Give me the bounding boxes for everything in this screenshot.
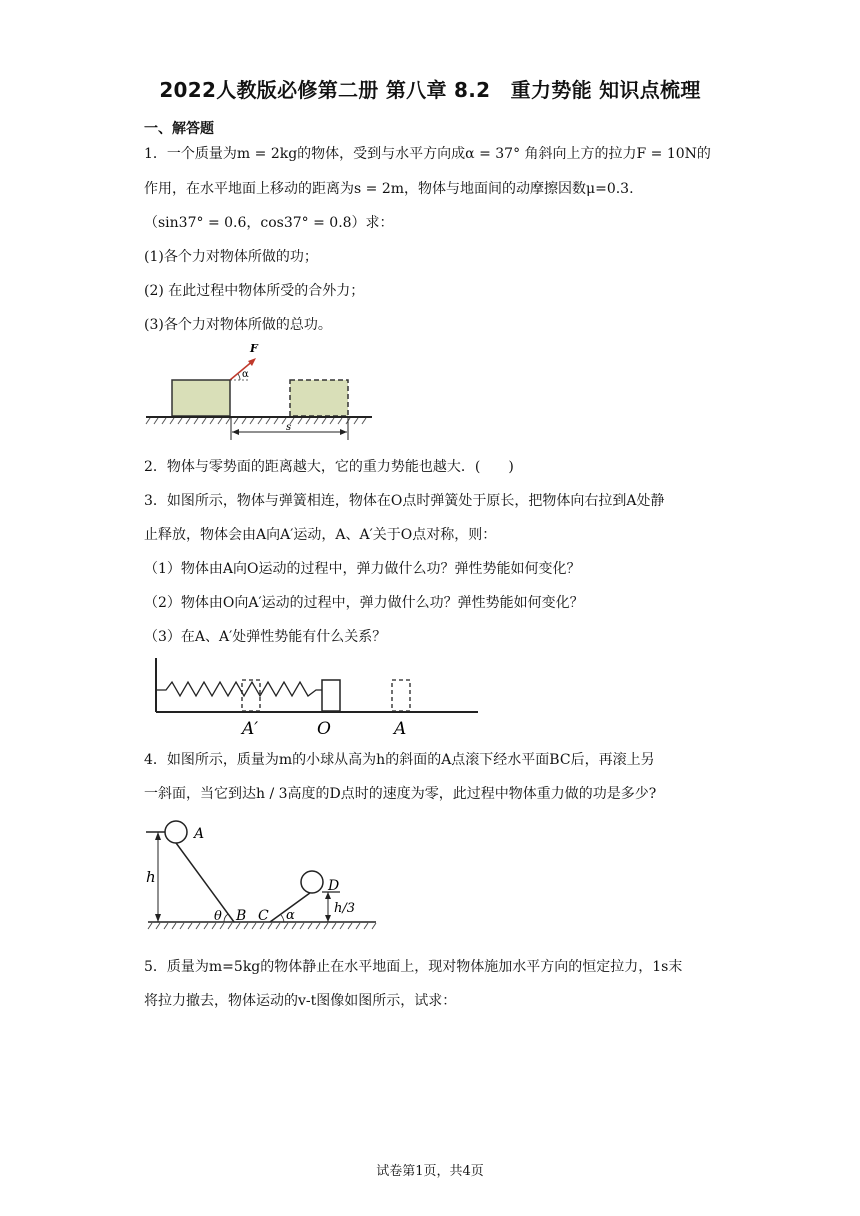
block [172, 380, 230, 416]
label-A: A [394, 719, 407, 739]
section-heading: 一、解答题 [144, 121, 214, 137]
q4-line1: 4．如图所示，质量为m的小球从高为h的斜面的A点滚下经水平面BC后，再滚上另 [144, 752, 655, 768]
ball-A [165, 821, 187, 843]
q4-figure [144, 812, 384, 938]
slope-left [168, 832, 234, 922]
q1-line3: （sin37° = 0.6，cos37° = 0.8）求： [144, 215, 394, 231]
spring [156, 682, 322, 696]
ball-D [301, 871, 323, 893]
q1-part2: (2) 在此过程中物体所受的合外力； [144, 283, 365, 299]
q4-line2: 一斜面，当它到达h / 3高度的D点时的速度为零，此过程中物体重力做的功是多少? [144, 786, 657, 802]
label-B: B [236, 908, 247, 924]
label-alpha: α [286, 908, 295, 923]
q3-part3: （3）在A、A′处弹性势能有什么关系？ [144, 629, 387, 645]
q2-line1: 2．物体与零势面的距离越大，它的重力势能也越大．( ) [144, 459, 514, 475]
label-theta: θ [214, 909, 222, 924]
q1-part3: (3)各个力对物体所做的总功。 [144, 317, 332, 333]
label-h: h [146, 868, 156, 886]
q1-line1: 1．一个质量为m = 2kg的物体，受到与水平方向成α = 37° 角斜向上方的拉力F = 10N的 [144, 146, 711, 162]
q3-line1: 3．如图所示，物体与弹簧相连，物体在O点时弹簧处于原长，把物体向右拉到A处静 [144, 493, 665, 509]
label-A-prime: A′ [242, 719, 259, 739]
label-D: D [328, 878, 340, 894]
q3-part1: （1）物体由A向O运动的过程中，弹力做什么功？弹性势能如何变化？ [144, 561, 581, 577]
label-h3: h/3 [334, 901, 356, 916]
distance-label: s [286, 422, 292, 433]
block-moved [290, 380, 348, 416]
force-label: F [250, 342, 258, 355]
angle-label: α [242, 369, 249, 380]
q1-figure [144, 338, 374, 448]
label-A: A [194, 826, 205, 842]
q5-line2: 将拉力撤去，物体运动的v-t图像如图所示，试求： [144, 993, 457, 1009]
page-footer: 试卷第1页，共4页 [376, 1164, 484, 1179]
q3-figure [152, 652, 482, 742]
q3-line2: 止释放，物体会由A向A′运动，A、A′关于O点对称，则： [144, 527, 497, 543]
label-C: C [258, 908, 269, 924]
q5-line1: 5．质量为m=5kg的物体静止在水平地面上，现对物体施加水平方向的恒定拉力，1s末 [144, 959, 683, 975]
q1-part1: (1)各个力对物体所做的功； [144, 249, 318, 265]
block-at-A [392, 680, 410, 711]
q3-part2: （2）物体由O向A′运动的过程中，弹力做什么功？弹性势能如何变化？ [144, 595, 584, 611]
label-O: O [317, 719, 331, 739]
page-title: 2022人教版必修第二册 第八章 8.2 重力势能 知识点梳理 [159, 78, 701, 102]
block-at-O [322, 680, 340, 711]
q1-line2: 作用，在水平地面上移动的距离为s = 2m，物体与地面间的动摩擦因数μ=0.3. [144, 181, 634, 197]
